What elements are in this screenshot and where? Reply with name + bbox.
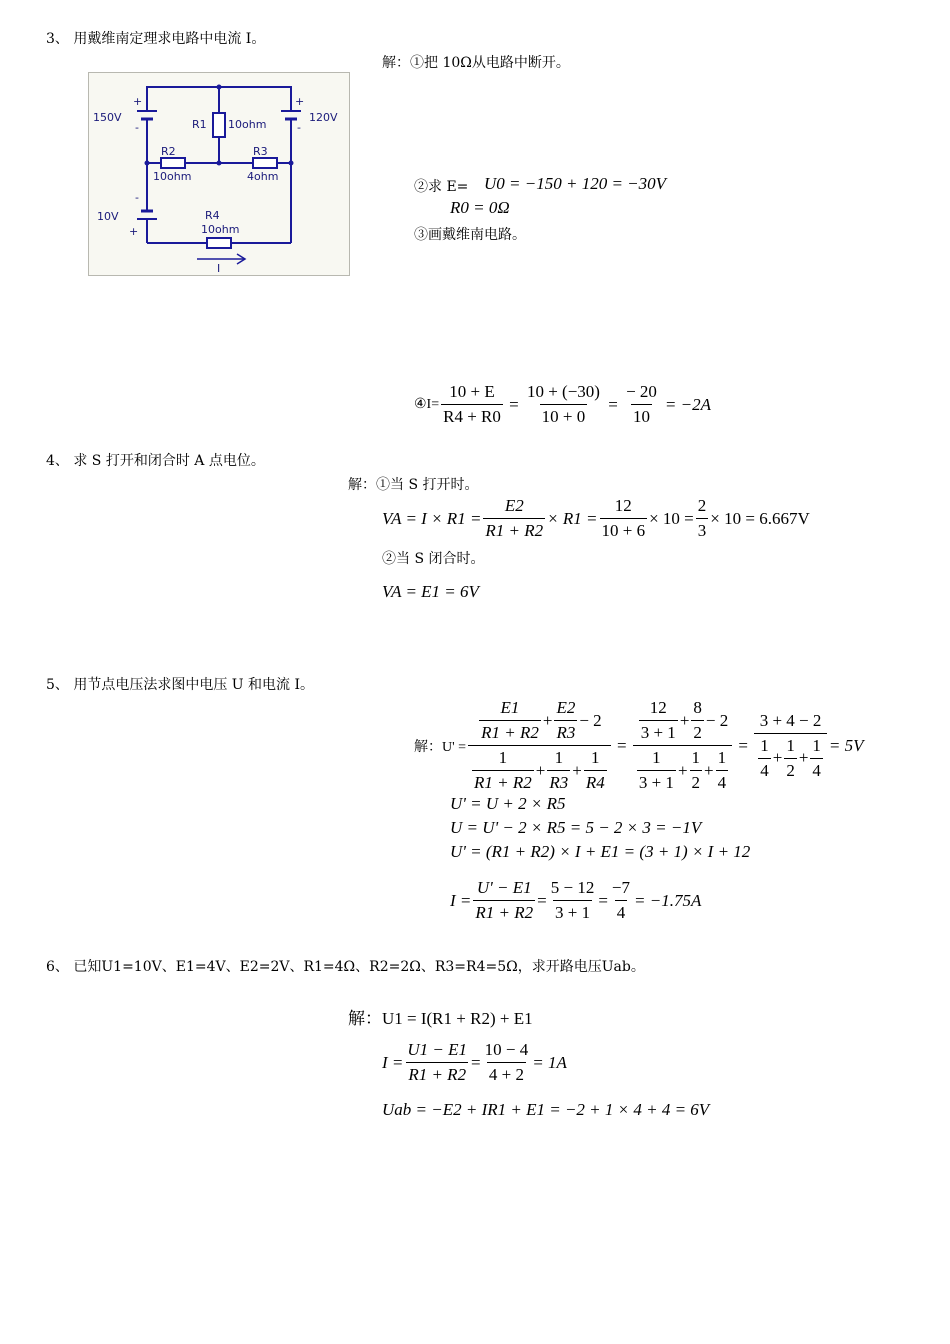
q3-step2-label: ②求 E= [414, 179, 469, 195]
q3-step2-resistance: R0 = 0Ω [450, 198, 510, 217]
denominator: 3 + 1 [553, 900, 592, 925]
fraction [624, 380, 659, 429]
label-r3: R3 [253, 145, 268, 158]
tail: − 2 [705, 710, 729, 730]
numerator: E1 [500, 698, 520, 717]
lhs: VA = I × R1 = [382, 508, 482, 528]
denominator: R4 [584, 770, 607, 795]
q5-node-voltage-equation [414, 696, 864, 795]
plus: + [677, 760, 688, 780]
q6-line1: 解：U1 = I(R1 + R2) + E1 [348, 1009, 533, 1028]
denominator: 10 + 6 [600, 518, 648, 543]
numerator: 1 [591, 748, 600, 767]
denominator: 2 [691, 720, 704, 745]
fraction [637, 746, 676, 795]
plus: + [798, 748, 809, 767]
numerator: 3 + 4 − 2 [759, 710, 822, 730]
denominator [468, 745, 611, 795]
numerator: − 20 [626, 382, 657, 401]
q5-title: 5、 用节点电压法求图中电压 U 和电流 I。 [46, 677, 315, 693]
plus-10: + [129, 225, 139, 238]
denominator: R1 + R2 [473, 900, 535, 925]
fraction [547, 746, 570, 795]
q6-title: 6、 已知U1=10V、E1=4V、E2=2V、R1=4Ω、R2=2Ω、R3=R4=5Ω，求开路电压Uab。 [46, 959, 645, 975]
tail: − 2 [579, 710, 602, 730]
numerator [475, 696, 604, 745]
plus: + [772, 748, 783, 767]
denominator: 4 + 2 [487, 1062, 526, 1087]
plus: + [542, 710, 553, 730]
equals: = [612, 735, 631, 755]
equals: = [537, 890, 547, 910]
label-r4: R4 [205, 209, 220, 222]
fraction [473, 876, 535, 925]
denominator: R3 [547, 770, 570, 795]
denominator: R3 [554, 720, 577, 745]
circuit-schematic [89, 73, 349, 275]
lhs: I = [382, 1052, 404, 1072]
denominator: 3 + 1 [637, 770, 676, 795]
q3-step2-equation: U0 = −150 + 120 = −30V [484, 174, 667, 193]
result: = −1.75A [634, 890, 702, 910]
numerator [635, 696, 731, 745]
label-10v: 10V [97, 210, 119, 223]
fraction [549, 876, 597, 925]
numerator: 1 [498, 748, 508, 767]
denominator: R1 + R2 [483, 518, 545, 543]
q6-line2 [382, 1038, 567, 1087]
denominator: 3 [696, 518, 709, 543]
numerator: 5 − 12 [550, 878, 595, 897]
fraction [758, 734, 771, 783]
fraction [483, 494, 545, 543]
fraction [479, 696, 541, 745]
denominator: 2 [690, 770, 703, 795]
numerator: −7 [611, 878, 631, 897]
operator: × R1 = [547, 508, 598, 528]
label-current: I [217, 262, 221, 275]
fraction [696, 494, 709, 543]
numerator: 1 [652, 748, 661, 767]
operator: × 10 = [649, 508, 694, 528]
circuit-diagram [88, 72, 350, 276]
fraction [584, 746, 607, 795]
fraction [690, 746, 703, 795]
plus-120: + [295, 95, 305, 108]
numerator: 12 [614, 496, 632, 515]
fraction [633, 696, 732, 795]
plus: + [679, 710, 690, 730]
numerator: 10 − 4 [484, 1040, 529, 1059]
fraction [405, 1038, 469, 1087]
numerator: 2 [697, 496, 707, 515]
numerator: 1 [786, 735, 795, 755]
q5-line4: U' = (R1 + R2) × I + E1 = (3 + 1) × I + 12 [450, 842, 751, 861]
denominator: R1 + R2 [472, 770, 534, 795]
numerator: 10 + E [449, 382, 495, 401]
q5-line3: U = U' − 2 × R5 = 5 − 2 × 3 = −1V [450, 818, 702, 837]
minus-10: - [135, 191, 139, 204]
label-r2: R2 [161, 145, 176, 158]
minus-150: - [135, 121, 139, 134]
label-r1-value: 10ohm [228, 118, 267, 131]
numerator: E2 [556, 698, 576, 717]
label-120v: 120V [309, 111, 338, 124]
result: = 1A [532, 1052, 567, 1072]
fraction [754, 709, 827, 783]
equals: = [598, 890, 608, 910]
result: × 10 = 6.667V [710, 508, 810, 528]
numerator: 1 [554, 748, 564, 767]
denominator: R4 + R0 [441, 404, 503, 429]
fraction [600, 494, 648, 543]
equals: = [471, 1052, 481, 1072]
fraction [691, 696, 704, 745]
numerator: U1 − E1 [407, 1040, 468, 1059]
fraction [472, 746, 534, 795]
fraction [639, 696, 678, 745]
label-r3-value: 4ohm [247, 170, 279, 183]
denominator: 4 [758, 758, 771, 783]
denominator: 2 [784, 758, 797, 783]
q3-step4-label: ④I= [414, 397, 440, 412]
q5-label: 解：U' = [414, 739, 467, 755]
q4-title: 4、 求 S 打开和闭合时 A 点电位。 [46, 453, 265, 469]
minus-120: - [297, 121, 301, 134]
denominator: R1 + R2 [406, 1062, 468, 1087]
denominator: 3 + 1 [639, 720, 678, 745]
result: = −2A [664, 394, 711, 414]
denominator: 10 [631, 404, 652, 429]
numerator: 1 [812, 735, 821, 755]
q5-line2: U' = U + 2 × R5 [450, 794, 566, 813]
denominator: 4 [615, 900, 628, 925]
q3-step3: ③画戴维南电路。 [414, 227, 526, 243]
equals: = [603, 394, 623, 414]
q4-step1: 解：①当 S 打开时。 [348, 477, 479, 493]
fraction [554, 696, 577, 745]
numerator: 1 [760, 735, 769, 755]
q4-equation1 [382, 494, 810, 543]
q4-step2: ②当 S 闭合时。 [382, 551, 485, 567]
denominator: 10 + 0 [540, 404, 588, 429]
q3-step1: 解：①把 10Ω从电路中断开。 [382, 55, 570, 71]
q6-line3: Uab = −E2 + IR1 + E1 = −2 + 1 × 4 + 4 = 6V [382, 1100, 710, 1119]
denominator [633, 745, 732, 795]
denominator: 4 [810, 758, 823, 783]
numerator: 8 [693, 698, 702, 717]
fraction [483, 1038, 531, 1087]
fraction [716, 746, 729, 795]
plus: + [535, 760, 546, 780]
denominator: 4 [716, 770, 729, 795]
plus: + [704, 760, 714, 780]
numerator: 10 + (−30) [526, 382, 600, 401]
denominator [754, 733, 827, 783]
lhs: I = [450, 890, 472, 910]
q4-equation2: VA = E1 = 6V [382, 582, 479, 601]
numerator: E2 [504, 496, 524, 515]
fraction [525, 380, 602, 429]
fraction [610, 876, 632, 925]
plus-150: + [133, 95, 143, 108]
equals: = [504, 394, 523, 414]
numerator: 12 [649, 698, 667, 717]
numerator: 1 [691, 748, 701, 767]
fraction [784, 734, 797, 783]
label-r2-value: 10ohm [153, 170, 192, 183]
q3-title: 3、 用戴维南定理求电路中电流 I。 [46, 31, 266, 47]
numerator: 1 [717, 748, 727, 767]
fraction [468, 696, 611, 795]
label-r1: R1 [192, 118, 207, 131]
result: = 5V [828, 735, 864, 755]
label-r4-value: 10ohm [201, 223, 240, 236]
fraction [441, 380, 503, 429]
label-150v: 150V [93, 111, 122, 124]
equals: = [734, 735, 753, 755]
denominator: R1 + R2 [479, 720, 541, 745]
fraction [810, 734, 823, 783]
numerator: U' − E1 [476, 878, 532, 897]
q5-line5 [450, 876, 701, 925]
q3-step4-equation [414, 380, 711, 429]
plus: + [572, 760, 582, 780]
